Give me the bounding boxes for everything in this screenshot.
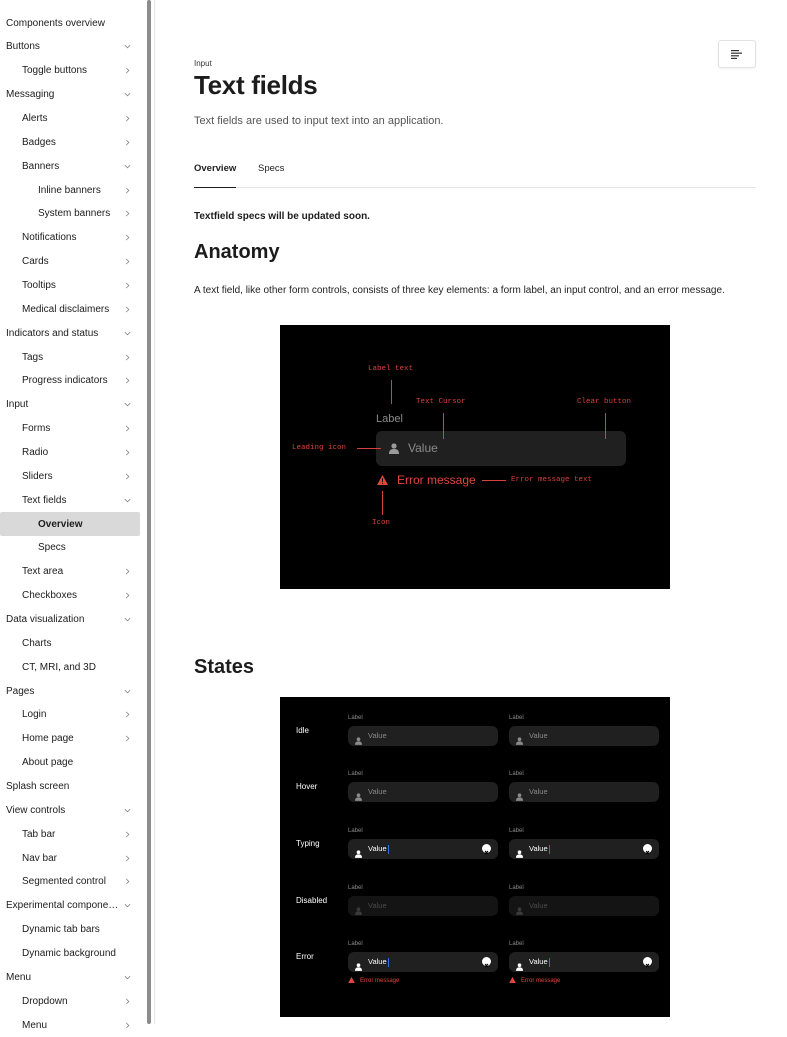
sidebar-item-label: Home page xyxy=(22,733,74,745)
field-value: Value xyxy=(368,787,387,796)
sidebar-item-label: Data visualization xyxy=(6,614,85,625)
person-icon xyxy=(516,958,523,966)
anatomy-field-label: Label xyxy=(376,413,403,425)
sidebar-item-label: Segmented control xyxy=(22,876,106,888)
anatomy-heading: Anatomy xyxy=(194,241,280,263)
chevron-right-icon[interactable] xyxy=(122,989,132,1013)
field-label: Label xyxy=(509,771,524,777)
sidebar-item-label: Dropdown xyxy=(22,995,68,1007)
sidebar-item[interactable] xyxy=(0,775,140,799)
sidebar-item-label: Messaging xyxy=(6,89,55,101)
person-icon xyxy=(355,788,362,796)
field-label: Label xyxy=(348,715,363,721)
sidebar-item-label: Dynamic background xyxy=(22,948,116,960)
chevron-right-icon[interactable] xyxy=(122,297,132,321)
sidebar-item-label: Experimental compone… xyxy=(6,900,119,912)
sidebar-item[interactable] xyxy=(0,59,140,83)
sidebar-item[interactable] xyxy=(0,106,140,130)
states-diagram xyxy=(280,697,670,1017)
field-value: Value xyxy=(529,844,548,853)
sidebar-item-label: Medical disclaimers xyxy=(22,303,110,315)
field-label: Label xyxy=(509,715,524,721)
field-label: Label xyxy=(348,771,363,777)
person-icon xyxy=(516,902,523,910)
tab-overview[interactable]: Overview xyxy=(194,163,236,188)
sidebar-item-label: Components overview xyxy=(6,17,105,29)
sidebar-item[interactable] xyxy=(0,297,140,321)
tab-specs[interactable]: Specs xyxy=(258,163,285,174)
sidebar-item-label: Progress indicators xyxy=(22,375,108,387)
sidebar-item-label: Splash screen xyxy=(6,781,70,793)
sidebar-item-label: Sliders xyxy=(22,470,53,482)
field-label: Label xyxy=(348,828,363,834)
sidebar-item-label: Buttons xyxy=(6,41,40,53)
annotation-line xyxy=(482,480,506,481)
chevron-right-icon[interactable] xyxy=(122,846,132,870)
anatomy-input-field xyxy=(376,431,626,466)
field-label: Label xyxy=(348,941,363,947)
sidebar-item-label: Input xyxy=(6,399,29,411)
annotation-clear-button: Clear button xyxy=(577,398,632,406)
sidebar-item-label: Specs xyxy=(38,542,66,554)
clear-icon[interactable] xyxy=(482,957,491,966)
state-label: Idle xyxy=(296,726,309,735)
sidebar-item-label: System banners xyxy=(38,208,111,220)
field-label: Label xyxy=(348,885,363,891)
sidebar-item-label: Inline banners xyxy=(38,184,101,196)
chevron-down-icon[interactable] xyxy=(122,798,132,822)
sidebar-item[interactable] xyxy=(0,536,140,560)
sidebar-item-label: Dynamic tab bars xyxy=(22,924,100,936)
chevron-right-icon[interactable] xyxy=(122,106,132,130)
chevron-right-icon[interactable] xyxy=(122,226,132,250)
chevron-right-icon[interactable] xyxy=(122,178,132,202)
person-icon xyxy=(355,902,362,910)
chevron-right-icon[interactable] xyxy=(122,440,132,464)
sidebar-item-label: Radio xyxy=(22,446,49,458)
sidebar-item[interactable] xyxy=(0,440,140,464)
sidebar-item[interactable] xyxy=(0,1013,140,1037)
clear-icon[interactable] xyxy=(643,957,652,966)
sidebar-item[interactable] xyxy=(0,154,140,178)
text-cursor xyxy=(549,845,550,854)
anatomy-field-value: Value xyxy=(408,441,438,455)
list-icon xyxy=(731,50,743,59)
sidebar-item[interactable] xyxy=(0,798,140,822)
warning-icon xyxy=(509,977,516,983)
state-label: Typing xyxy=(296,839,320,848)
person-icon xyxy=(355,845,362,853)
annotation-line xyxy=(382,491,383,515)
chevron-down-icon[interactable] xyxy=(122,35,132,59)
main-content xyxy=(156,0,787,1024)
sidebar-item[interactable] xyxy=(0,35,140,59)
chevron-right-icon[interactable] xyxy=(122,822,132,846)
chevron-down-icon[interactable] xyxy=(122,965,132,989)
sidebar-item-label: CT, MRI, and 3D xyxy=(22,661,96,673)
chevron-right-icon[interactable] xyxy=(122,464,132,488)
sidebar-item-label: Tags xyxy=(22,351,44,363)
sidebar-item[interactable] xyxy=(0,822,140,846)
sidebar-item-label: Forms xyxy=(22,423,51,435)
anatomy-description: A text field, like other form controls, consists of three key elements: a form label, an input control, and an error message. xyxy=(194,285,725,296)
sidebar-item[interactable] xyxy=(0,369,140,393)
chevron-right-icon[interactable] xyxy=(122,584,132,608)
person-icon xyxy=(516,845,523,853)
chevron-right-icon[interactable] xyxy=(122,369,132,393)
text-field-dis xyxy=(509,896,659,916)
sidebar-item-label: Cards xyxy=(22,256,49,268)
sidebar-item-label: Menu xyxy=(22,1019,48,1031)
anatomy-error-message: Error message xyxy=(397,473,476,487)
text-field-err[interactable] xyxy=(509,952,659,972)
field-label: Label xyxy=(509,941,524,947)
sidebar-item[interactable] xyxy=(0,584,140,608)
error-message: Error message xyxy=(521,978,561,984)
sidebar-item[interactable] xyxy=(0,202,140,226)
person-icon xyxy=(516,788,523,796)
sidebar-item[interactable] xyxy=(0,178,140,202)
sidebar-item-label: Charts xyxy=(22,637,52,649)
chevron-right-icon[interactable] xyxy=(122,202,132,226)
sidebar-item[interactable] xyxy=(0,273,140,297)
field-value: Value xyxy=(529,787,548,796)
sidebar-item[interactable] xyxy=(0,393,140,417)
chevron-right-icon[interactable] xyxy=(122,345,132,369)
annotation-error-message-text: Error message text xyxy=(511,476,593,484)
person-icon xyxy=(355,732,362,740)
chevron-down-icon[interactable] xyxy=(122,894,132,918)
text-field-hover[interactable] xyxy=(509,782,659,802)
chevron-down-icon[interactable] xyxy=(122,321,132,345)
sidebar-item[interactable] xyxy=(0,679,140,703)
person-icon xyxy=(516,732,523,740)
sidebar-item[interactable] xyxy=(0,631,140,655)
annotation-line xyxy=(443,413,444,439)
sidebar-nav xyxy=(0,0,145,1031)
field-value: Value xyxy=(368,901,387,910)
sidebar-item-label: Nav bar xyxy=(22,852,58,864)
sidebar-item[interactable] xyxy=(0,250,140,274)
sidebar-item[interactable] xyxy=(0,345,140,369)
state-label: Disabled xyxy=(296,896,328,905)
chevron-right-icon[interactable] xyxy=(122,130,132,154)
chevron-down-icon[interactable] xyxy=(122,488,132,512)
text-field-typing[interactable] xyxy=(348,839,498,859)
annotation-line xyxy=(391,380,392,404)
sidebar-item-label: Tooltips xyxy=(22,279,56,291)
text-field-dis xyxy=(348,896,498,916)
sidebar-item[interactable] xyxy=(0,870,140,894)
sidebar-item[interactable] xyxy=(0,703,140,727)
sidebar-item[interactable] xyxy=(0,918,140,942)
sidebar-item[interactable] xyxy=(0,989,140,1013)
field-value: Value xyxy=(529,957,548,966)
page-eyebrow: Input xyxy=(194,59,212,68)
sidebar-item[interactable] xyxy=(0,751,140,775)
sidebar-item[interactable] xyxy=(0,894,140,918)
table-of-contents-button[interactable] xyxy=(718,40,756,68)
annotation-icon: Icon xyxy=(372,519,391,527)
page-title: Text fields xyxy=(194,70,318,100)
specs-notice: Textfield specs will be updated soon. xyxy=(194,211,370,222)
annotation-text-cursor: Text Cursor xyxy=(416,398,466,406)
annotation-line xyxy=(605,413,606,439)
sidebar-item-label: Checkboxes xyxy=(22,590,78,602)
sidebar-item-label: Banners xyxy=(22,160,60,172)
chevron-right-icon[interactable] xyxy=(122,727,132,751)
annotation-leading-icon: Leading icon xyxy=(292,444,347,452)
chevron-right-icon[interactable] xyxy=(122,417,132,441)
sidebar-item-label: Text area xyxy=(22,566,64,578)
warning-icon xyxy=(348,977,355,983)
sidebar-item[interactable] xyxy=(0,83,140,107)
sidebar-item[interactable] xyxy=(0,488,140,512)
chevron-down-icon[interactable] xyxy=(122,679,132,703)
field-label: Label xyxy=(509,828,524,834)
field-value: Value xyxy=(368,844,387,853)
chevron-down-icon[interactable] xyxy=(122,608,132,632)
text-field-typing[interactable] xyxy=(509,839,659,859)
sidebar-item-label: Toggle buttons xyxy=(22,65,88,77)
sidebar-item-label: Overview xyxy=(38,518,83,530)
sidebar-item[interactable] xyxy=(0,321,140,345)
person-icon xyxy=(355,958,362,966)
sidebar-item-label: Tab bar xyxy=(22,828,56,840)
text-field-idle[interactable] xyxy=(509,726,659,746)
sidebar-item-label: View controls xyxy=(6,804,66,816)
error-message: Error message xyxy=(360,978,400,984)
sidebar-item[interactable] xyxy=(0,130,140,154)
annotation-label-text: Label text xyxy=(368,365,414,373)
sidebar-item[interactable] xyxy=(0,942,140,966)
sidebar-item-label: Pages xyxy=(6,685,35,697)
sidebar-item-label: Login xyxy=(22,709,47,721)
text-cursor xyxy=(549,958,550,967)
state-label: Error xyxy=(296,952,314,961)
sidebar-item[interactable] xyxy=(0,417,140,441)
sidebar-scrollbar-thumb[interactable] xyxy=(147,0,151,1024)
anatomy-diagram xyxy=(280,325,670,589)
field-value: Value xyxy=(368,731,387,740)
chevron-right-icon[interactable] xyxy=(122,59,132,83)
field-value: Value xyxy=(529,901,548,910)
clear-icon[interactable] xyxy=(643,844,652,853)
page-subtitle: Text fields are used to input text into an application. xyxy=(194,115,444,127)
warning-icon xyxy=(377,475,388,485)
annotation-line xyxy=(357,448,381,449)
sidebar-item[interactable] xyxy=(0,965,140,989)
text-cursor xyxy=(388,845,389,854)
page-tabs xyxy=(194,160,756,188)
state-label: Hover xyxy=(296,782,318,791)
sidebar-item-label: Notifications xyxy=(22,232,77,244)
sidebar-item-label: Menu xyxy=(6,971,32,983)
field-label: Label xyxy=(509,885,524,891)
sidebar-item[interactable] xyxy=(0,727,140,751)
chevron-right-icon[interactable] xyxy=(122,1013,132,1037)
text-cursor xyxy=(388,958,389,967)
text-field-err[interactable] xyxy=(348,952,498,972)
sidebar-item-label: Indicators and status xyxy=(6,327,99,339)
sidebar-item-label: About page xyxy=(22,757,74,769)
text-field-idle[interactable] xyxy=(348,726,498,746)
states-heading: States xyxy=(194,656,255,678)
chevron-right-icon[interactable] xyxy=(122,703,132,727)
chevron-down-icon[interactable] xyxy=(122,154,132,178)
person-icon xyxy=(389,443,399,454)
field-value: Value xyxy=(529,731,548,740)
sidebar-item-label: Badges xyxy=(22,136,56,148)
chevron-down-icon[interactable] xyxy=(122,393,132,417)
sidebar-item[interactable] xyxy=(0,608,140,632)
clear-icon[interactable] xyxy=(482,844,491,853)
sidebar-item[interactable] xyxy=(0,560,140,584)
chevron-right-icon[interactable] xyxy=(122,870,132,894)
sidebar-item[interactable] xyxy=(0,11,140,35)
chevron-right-icon[interactable] xyxy=(122,250,132,274)
sidebar-item-label: Text fields xyxy=(22,494,67,506)
field-value: Value xyxy=(368,957,387,966)
sidebar-item[interactable] xyxy=(0,846,140,870)
chevron-right-icon[interactable] xyxy=(122,560,132,584)
sidebar-item-label: Alerts xyxy=(22,112,48,124)
chevron-right-icon[interactable] xyxy=(122,273,132,297)
sidebar-item[interactable] xyxy=(0,512,140,536)
text-field-hover[interactable] xyxy=(348,782,498,802)
chevron-down-icon[interactable] xyxy=(122,83,132,107)
sidebar-item[interactable] xyxy=(0,464,140,488)
sidebar-item[interactable] xyxy=(0,226,140,250)
sidebar-item[interactable] xyxy=(0,655,140,679)
